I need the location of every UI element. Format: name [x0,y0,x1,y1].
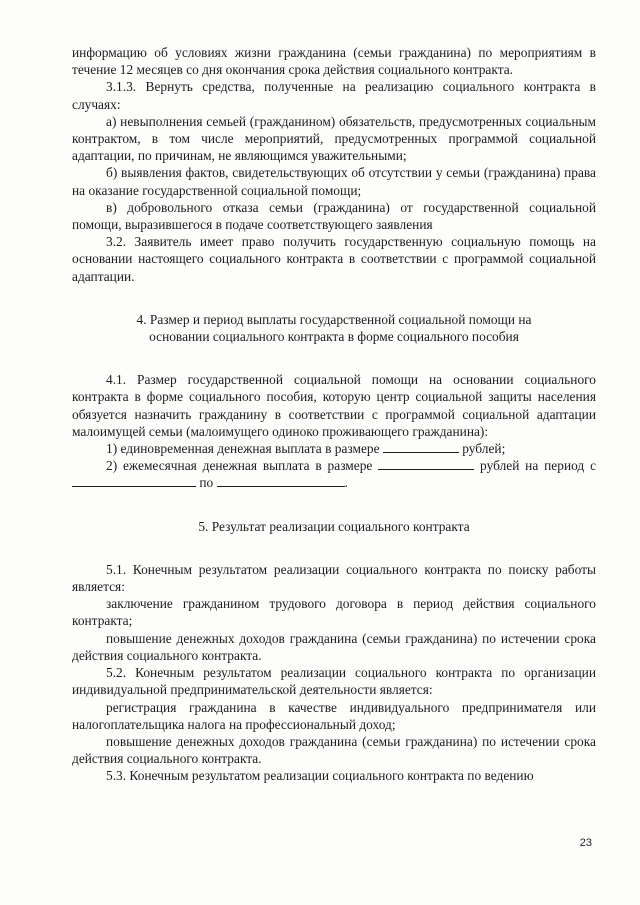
paragraph-5-3: 5.3. Конечным результатом реализации социального контракта по ведению [106,768,534,784]
payment-period-to-label: по [199,475,214,491]
payment-period-from-label: период с [544,458,597,474]
paragraph-5-2: 5.2. Конечным результатом реализации социального контракта по организации индивидуальной предпринимательской деятельности является: [72,665,596,698]
section-4-heading [72,311,596,345]
document-body [72,44,596,785]
section-4-heading-line-2: основании социального контракта в форме социального пособия [149,329,519,345]
paragraph-5-2-a: регистрация гражданина в качестве индивидуального предпринимателя или налогоплательщика налога на профессиональный доход; [72,699,596,732]
payment-item-1-suffix: рублей; [462,441,506,457]
section-5-heading: 5. Результат реализации социального контракта [198,518,470,534]
amount-blank-1 [383,440,459,453]
payment-period-end: . [344,475,348,491]
period-end-blank [217,474,345,487]
paragraph-5-1: 5.1. Конечным результатом реализации социального контракта по поиску работы является: [72,561,596,595]
section-4-heading-line-1: 4. Размер и период выплаты государственной социальной помощи на [136,311,532,327]
paragraph-5-1-b: повышение денежных доходов гражданина (семьи гражданина) по истечении срока действия социального контракта. [72,630,596,663]
payment-item-2-suffix: рублей на [480,458,539,474]
paragraph-3-2: 3.2. Заявитель имеет право получить государственную социальную помощь на основании настоящего социального контракта в соответствии с программой социальной адаптации. [72,234,596,284]
payment-item-2-text: 2) ежемесячная денежная выплата в размере [106,458,373,474]
amount-blank-2 [378,457,474,470]
payment-item-1-text: 1) единовременная денежная выплата в размере [106,441,380,457]
paragraph-item-v: в) добровольного отказа семьи (гражданина) от государственной социальной помощи, выразившегося в подаче соответствующего заявления [72,199,596,233]
paragraph-5-2-b: повышение денежных доходов гражданина (семьи гражданина) по истечении срока действия социального контракта. [72,733,596,767]
paragraph-item-b: б) выявления фактов, свидетельствующих об отсутствии у семьи (гражданина) права на оказание государственной социальной помощи; [72,165,596,198]
period-start-blank [72,474,196,487]
paragraph-5-1-a: заключение гражданином трудового договора в период действия социального контракта; [72,596,596,629]
paragraph-item-a: а) невыполнения семьей (гражданином) обязательств, предусмотренных социальным контрактом, в том числе мероприятий, предусмотренных программой социальной адаптации, по причинам, не являющимся уважительными; [72,113,596,164]
payment-item-2 [72,457,596,491]
payment-item-1 [72,440,596,457]
paragraph-continuation: информацию об условиях жизни гражданина (семьи гражданина) по мероприятиям в течение 12 месяцев со дня окончания срока действия социального контракта. [72,45,596,78]
paragraph-3-1-3: 3.1.3. Вернуть средства, полученные на реализацию социального контракта в случаях: [72,79,596,112]
page-number: 23 [579,837,592,849]
paragraph-4-1: 4.1. Размер государственной социальной помощи на основании социального контракта в форме социального пособия, которую центр социальной защиты населения обязуется назначить гражданину в соответствии с программой социальной адаптации малоимущей семьи (малоимущего одиноко проживающего гражданина): [72,372,596,439]
